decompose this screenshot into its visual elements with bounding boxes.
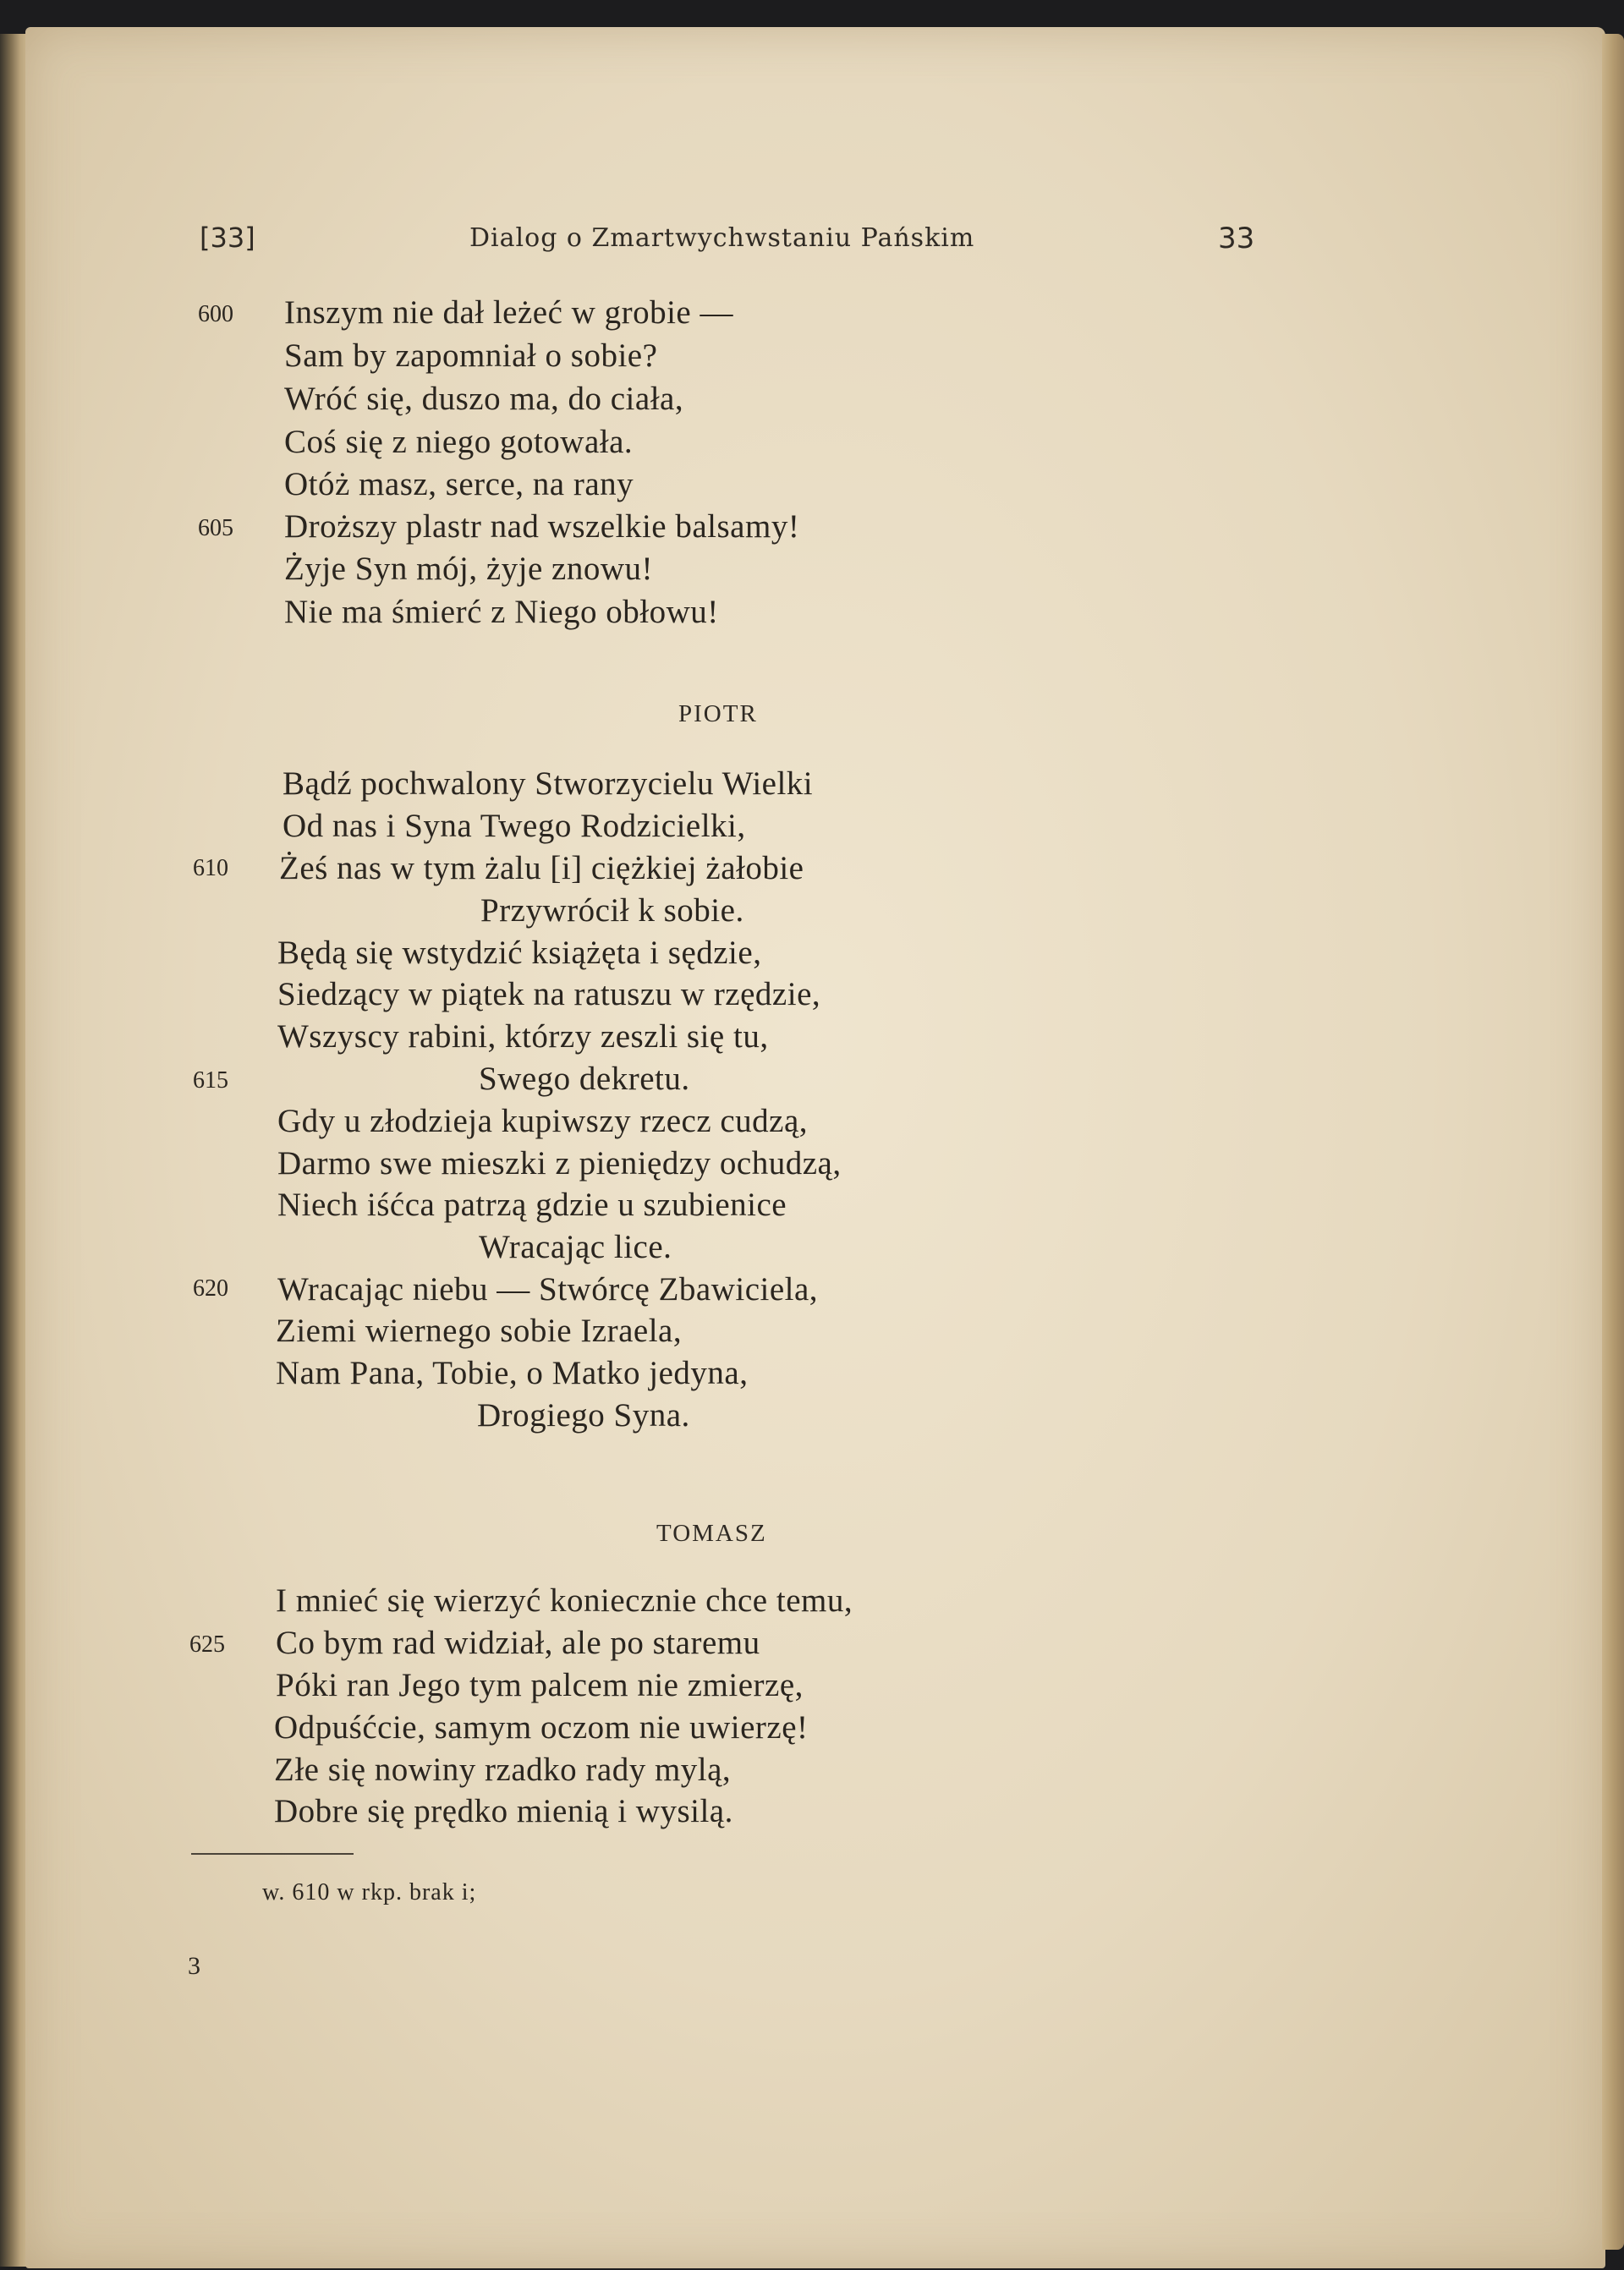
book-binding	[0, 34, 29, 2267]
line-number: 605	[198, 515, 233, 541]
verse-line: Droższy plastr nad wszelkie balsamy!	[284, 508, 800, 545]
speaker-name: TOMASZ	[656, 1520, 767, 1547]
verse-line: Swego dekretu.	[479, 1061, 690, 1097]
footnote-rule	[191, 1853, 354, 1855]
verse-line: Złe się nowiny rzadko rady mylą,	[274, 1752, 732, 1788]
page-edge	[1602, 34, 1624, 2250]
line-number: 600	[198, 301, 233, 327]
verse-line: Przywrócił k sobie.	[480, 892, 744, 929]
verse-line: Nie ma śmierć z Niego obłowu!	[284, 594, 719, 630]
verse-line: Ziemi wiernego sobie Izraela,	[276, 1313, 683, 1349]
verse-line: Bądź pochwalony Stworzycielu Wielki	[283, 765, 814, 802]
verse-line: I mnieć się wierzyć koniecznie chce temu,	[276, 1582, 853, 1619]
verse-line: Drogiego Syna.	[477, 1397, 690, 1434]
verse-line: Żyje Syn mój, żyje znowu!	[284, 551, 653, 587]
verse-line: Otóż masz, serce, na rany	[284, 466, 634, 502]
printer-signature: 3	[188, 1952, 200, 1980]
footnote: w. 610 w rkp. brak i;	[262, 1879, 477, 1905]
line-number: 610	[193, 855, 228, 881]
line-number: 615	[193, 1067, 228, 1094]
header-page-number: 33	[1218, 222, 1255, 255]
line-number: 620	[193, 1275, 228, 1302]
verse-line: Wszyscy rabini, którzy zeszli się tu,	[277, 1018, 769, 1055]
verse-line: Wróć się, duszo ma, do ciała,	[284, 381, 684, 417]
verse-line: Od nas i Syna Twego Rodzicielki,	[283, 808, 746, 844]
running-header	[0, 222, 1624, 255]
verse-line: Siedzący w piątek na ratuszu w rzędzie,	[277, 976, 821, 1012]
header-title: Dialog o Zmartwychwstaniu Pańskim	[469, 223, 975, 253]
verse-line: Odpuśćcie, samym oczom nie uwierzę!	[274, 1709, 809, 1746]
verse-line: Co bym rad widział, ale po staremu	[276, 1625, 760, 1661]
line-number: 625	[189, 1631, 225, 1658]
verse-line: Sam by zapomniał o sobie?	[284, 337, 658, 374]
header-bracket-page-number: [33]	[200, 222, 255, 254]
verse-line: Póki ran Jego tym palcem nie zmierzę,	[276, 1667, 804, 1703]
verse-line: Niech iśćca patrzą gdzie u szubienice	[277, 1187, 787, 1223]
verse-line: Wracając niebu — Stwórcę Zbawiciela,	[277, 1271, 819, 1308]
verse-line: Gdy u złodzieja kupiwszy rzecz cudzą,	[277, 1103, 809, 1139]
verse-line: Będą się wstydzić książęta i sędzie,	[277, 935, 762, 971]
verse-line: Żeś nas w tym żalu [i] ciężkiej żałobie	[279, 850, 804, 886]
verse-line: Nam Pana, Tobie, o Matko jedyna,	[276, 1355, 749, 1391]
verse-line: Dobre się prędko mienią i wysilą.	[274, 1793, 733, 1829]
verse-line: Darmo swe mieszki z pieniędzy ochudzą,	[277, 1145, 842, 1182]
verse-line: Wracając lice.	[479, 1229, 672, 1265]
speaker-name: PIOTR	[678, 700, 758, 727]
verse-line: Inszym nie dał leżeć w grobie —	[284, 294, 733, 331]
verse-line: Coś się z niego gotowała.	[284, 424, 634, 460]
